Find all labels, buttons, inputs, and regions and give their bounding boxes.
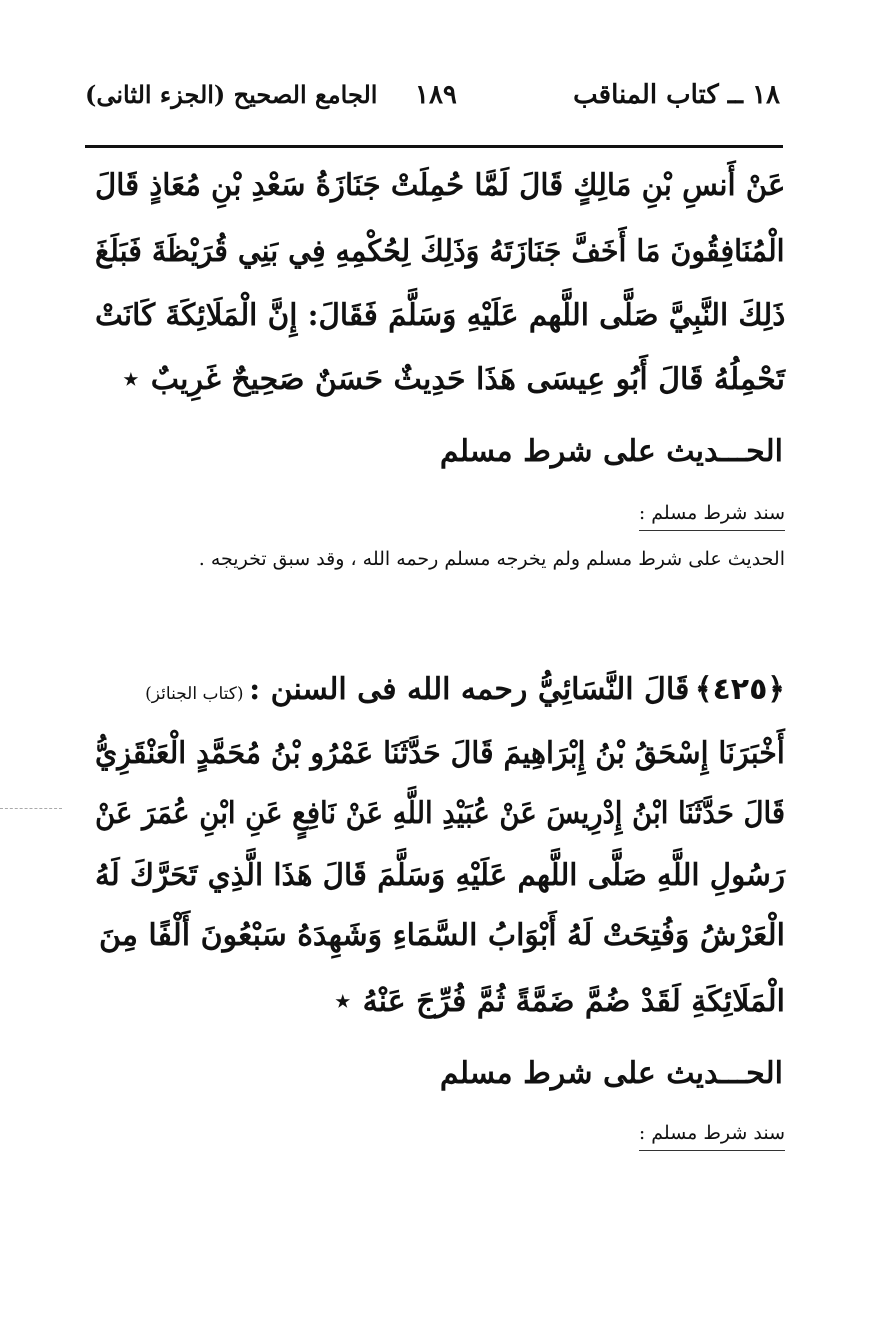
- chapter-title: ١٨ ــ كتاب المناقب: [573, 80, 780, 110]
- margin-scan-mark: [0, 808, 62, 809]
- hadith-text-line: الْمَلَائِكَةِ لَقَدْ ضُمَّ ضَمَّةً ثُمَّ فُرِّجَ عَنْهُ ⋆: [333, 984, 785, 1019]
- narrator-heading: قَالَ النَّسَائِيُّ رحمه الله فى السنن :: [249, 672, 690, 707]
- hadith-text-line: رَسُولِ اللَّهِ صَلَّى اللَّهم عَلَيْهِ وَسَلَّمَ قَالَ هَذَا الَّذِي تَحَرَّكَ لَهُ: [94, 858, 785, 893]
- hadith-text-line: قَالَ حَدَّثَنَا ابْنُ إِدْرِيسَ عَنْ عُبَيْدِ اللَّهِ عَنْ نَافِعٍ عَنِ ابْنِ عُمَرَ عَنْ: [94, 796, 785, 831]
- header-divider: [85, 145, 783, 148]
- hadith-verdict: الحـــديث على شرط مسلم: [439, 434, 783, 469]
- hadith-verdict: الحـــديث على شرط مسلم: [439, 1056, 783, 1091]
- hadith-number: ﴿٤٢٥﴾: [694, 672, 785, 707]
- page-header: [85, 80, 780, 120]
- sanad-note: الحديث على شرط مسلم ولم يخرجه مسلم رحمه الله ، وقد سبق تخريجه .: [198, 548, 785, 570]
- sanad-label: سند شرط مسلم :: [639, 1122, 785, 1151]
- hadith-heading: [145, 672, 785, 707]
- hadith-text-line: الْمُنَافِقُونَ مَا أَخَفَّ جَنَازَتَهُ وَذَلِكَ لِحُكْمِهِ فِي بَنِي قُرَيْظَةَ فَبَلَغَ: [95, 234, 785, 269]
- hadith-text-line: تَحْمِلُهُ قَالَ أَبُو عِيسَى هَذَا حَدِيثٌ حَسَنٌ صَحِيحٌ غَرِيبٌ ⋆: [121, 362, 785, 397]
- hadith-text-line: عَنْ أَنسِ بْنِ مَالِكٍ قَالَ لَمَّا حُمِلَتْ جَنَازَةُ سَعْدِ بْنِ مُعَاذٍ قَالَ: [94, 168, 785, 203]
- hadith-text-line: ذَلِكَ النَّبِيَّ صَلَّى اللَّهم عَلَيْهِ وَسَلَّمَ فَقَالَ: إِنَّ الْمَلَائِكَةَ كَانَتْ: [94, 298, 785, 333]
- page-number: ١٨٩: [415, 80, 457, 110]
- sanad-label: سند شرط مسلم :: [639, 502, 785, 531]
- hadith-text-line: الْعَرْشُ وَفُتِحَتْ لَهُ أَبْوَابُ السَّمَاءِ وَشَهِدَهُ سَبْعُونَ أَلْفًا مِنَ: [98, 918, 785, 953]
- hadith-text-line: أَخْبَرَنَا إِسْحَقُ بْنُ إِبْرَاهِيمَ قَالَ حَدَّثَنَا عَمْرُو بْنُ مُحَمَّدٍ الْعَنْقَزِيُّ: [95, 736, 785, 771]
- book-title: الجامع الصحيح (الجزء الثانى): [85, 80, 378, 109]
- book-reference: (كتاب الجنائز): [145, 684, 244, 704]
